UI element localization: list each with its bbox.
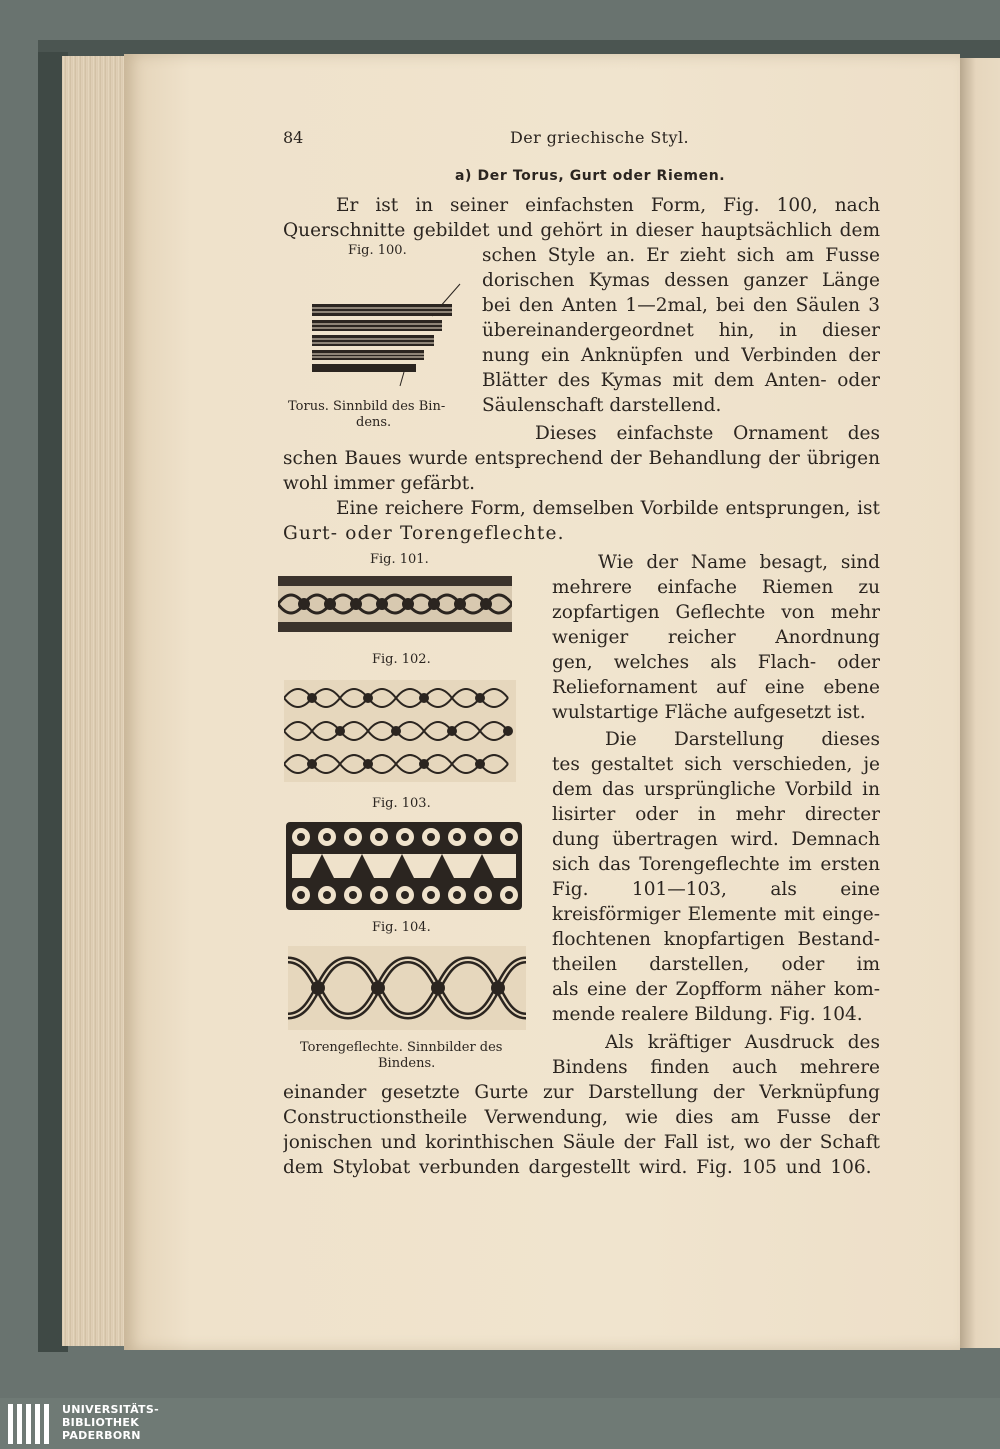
page-number: 84 [283, 128, 304, 147]
body-line: bei den Anten 1—2mal, bei den Säulen 3 [482, 295, 880, 316]
body-line: Constructionstheile Verwendung, wie dies am Fusse der [283, 1107, 880, 1128]
body-line: zopfartigen Geflechte von mehr [552, 602, 880, 623]
body-line: tes gestaltet sich verschieden, je [552, 754, 880, 775]
body-line: Querschnitte gebildet und gehört in dieser hauptsächlich dem [283, 220, 880, 241]
body-line: Blätter des Kymas mit dem Anten- oder [482, 370, 880, 391]
body-line: Gurt- oder Torengeflechte. [283, 523, 565, 544]
figure-label: Fig. 102. [372, 652, 431, 667]
figure-caption: Torengeflechte. Sinnbilder des [300, 1040, 503, 1055]
body-line: sich das Torengeflechte im ersten [552, 854, 880, 875]
figure-label: Fig. 101. [370, 552, 429, 567]
body-line: Als kräftiger Ausdruck des [605, 1032, 880, 1053]
braid-figure-104 [288, 946, 526, 1030]
torus-profile-figure [312, 282, 472, 390]
body-line: weniger reicher Anordnung [552, 627, 880, 648]
body-line: gen, welches als Flach- oder [552, 652, 880, 673]
figure-caption: dens. [356, 415, 392, 430]
body-line: Dieses einfachste Ornament des [535, 423, 880, 444]
body-line: Er ist in seiner einfachsten Form, Fig. 100, nach [336, 195, 880, 216]
running-title: Der griechische Styl. [510, 128, 689, 147]
body-line: Die Darstellung dieses [605, 729, 880, 750]
facing-page-edge [960, 58, 1000, 1348]
body-line: dung übertragen wird. Demnach [552, 829, 880, 850]
guilloche-figure-102 [284, 680, 516, 782]
body-line: dem Stylobat verbunden dargestellt wird. Fig. 105 und 106. [283, 1157, 872, 1178]
page-edges [62, 56, 130, 1346]
body-line: theilen darstellen, oder im [552, 954, 880, 975]
body-line: mende realere Bildung. Fig. 104. [552, 1004, 863, 1025]
body-line: Säulenschaft darstellend. [482, 395, 722, 416]
body-line: Eine reichere Form, demselben Vorbilde entsprungen, ist [336, 498, 880, 519]
body-line: Bindens finden auch mehrere [552, 1057, 880, 1078]
body-line: wulstartige Fläche aufgesetzt ist. [552, 702, 866, 723]
figure-caption: Torus. Sinnbild des Bin- [288, 399, 446, 414]
body-line: übereinandergeordnet hin, in dieser [482, 320, 880, 341]
body-line: mehrere einfache Riemen zu [552, 577, 880, 598]
body-line: als eine der Zopfform näher kom- [552, 979, 880, 1000]
body-line: einander gesetzte Gurte zur Darstellung der Verknüpfung [283, 1082, 880, 1103]
library-logo-icon [8, 1404, 58, 1444]
section-title: a) Der Torus, Gurt oder Riemen. [455, 168, 726, 184]
body-line: wohl immer gefärbt. [283, 473, 476, 494]
body-line: Reliefornament auf eine ebene [552, 677, 880, 698]
figure-label: Fig. 104. [372, 920, 431, 935]
body-line: flochtenen knopfartigen Bestand- [552, 929, 880, 950]
library-name: UNIVERSITÄTS- BIBLIOTHEK PADERBORN [62, 1403, 159, 1442]
body-line: schen Style an. Er zieht sich am Fusse [482, 245, 880, 266]
body-line: dem das ursprüngliche Vorbild in [552, 779, 880, 800]
body-line: kreisförmiger Elemente mit einge- [552, 904, 880, 925]
figure-label: Fig. 103. [372, 796, 431, 811]
body-line: schen Baues wurde entsprechend der Behandlung der übrigen [283, 448, 880, 469]
body-line: Wie der Name besagt, sind [598, 552, 880, 573]
body-line: Fig. 101—103, als eine [552, 879, 880, 900]
body-line: lisirter oder in mehr directer [552, 804, 880, 825]
body-line: jonischen und korinthischen Säule der Fall ist, wo der Schaft [283, 1132, 880, 1153]
figure-label: Fig. 100. [348, 243, 407, 258]
guilloche-figure-103 [286, 822, 522, 910]
library-footer [0, 1398, 1000, 1449]
body-line: nung ein Anknüpfen und Verbinden der [482, 345, 880, 366]
guilloche-figure-101 [278, 576, 512, 632]
figure-caption: Bindens. [378, 1056, 436, 1071]
body-line: dorischen Kymas dessen ganzer Länge [482, 270, 880, 291]
